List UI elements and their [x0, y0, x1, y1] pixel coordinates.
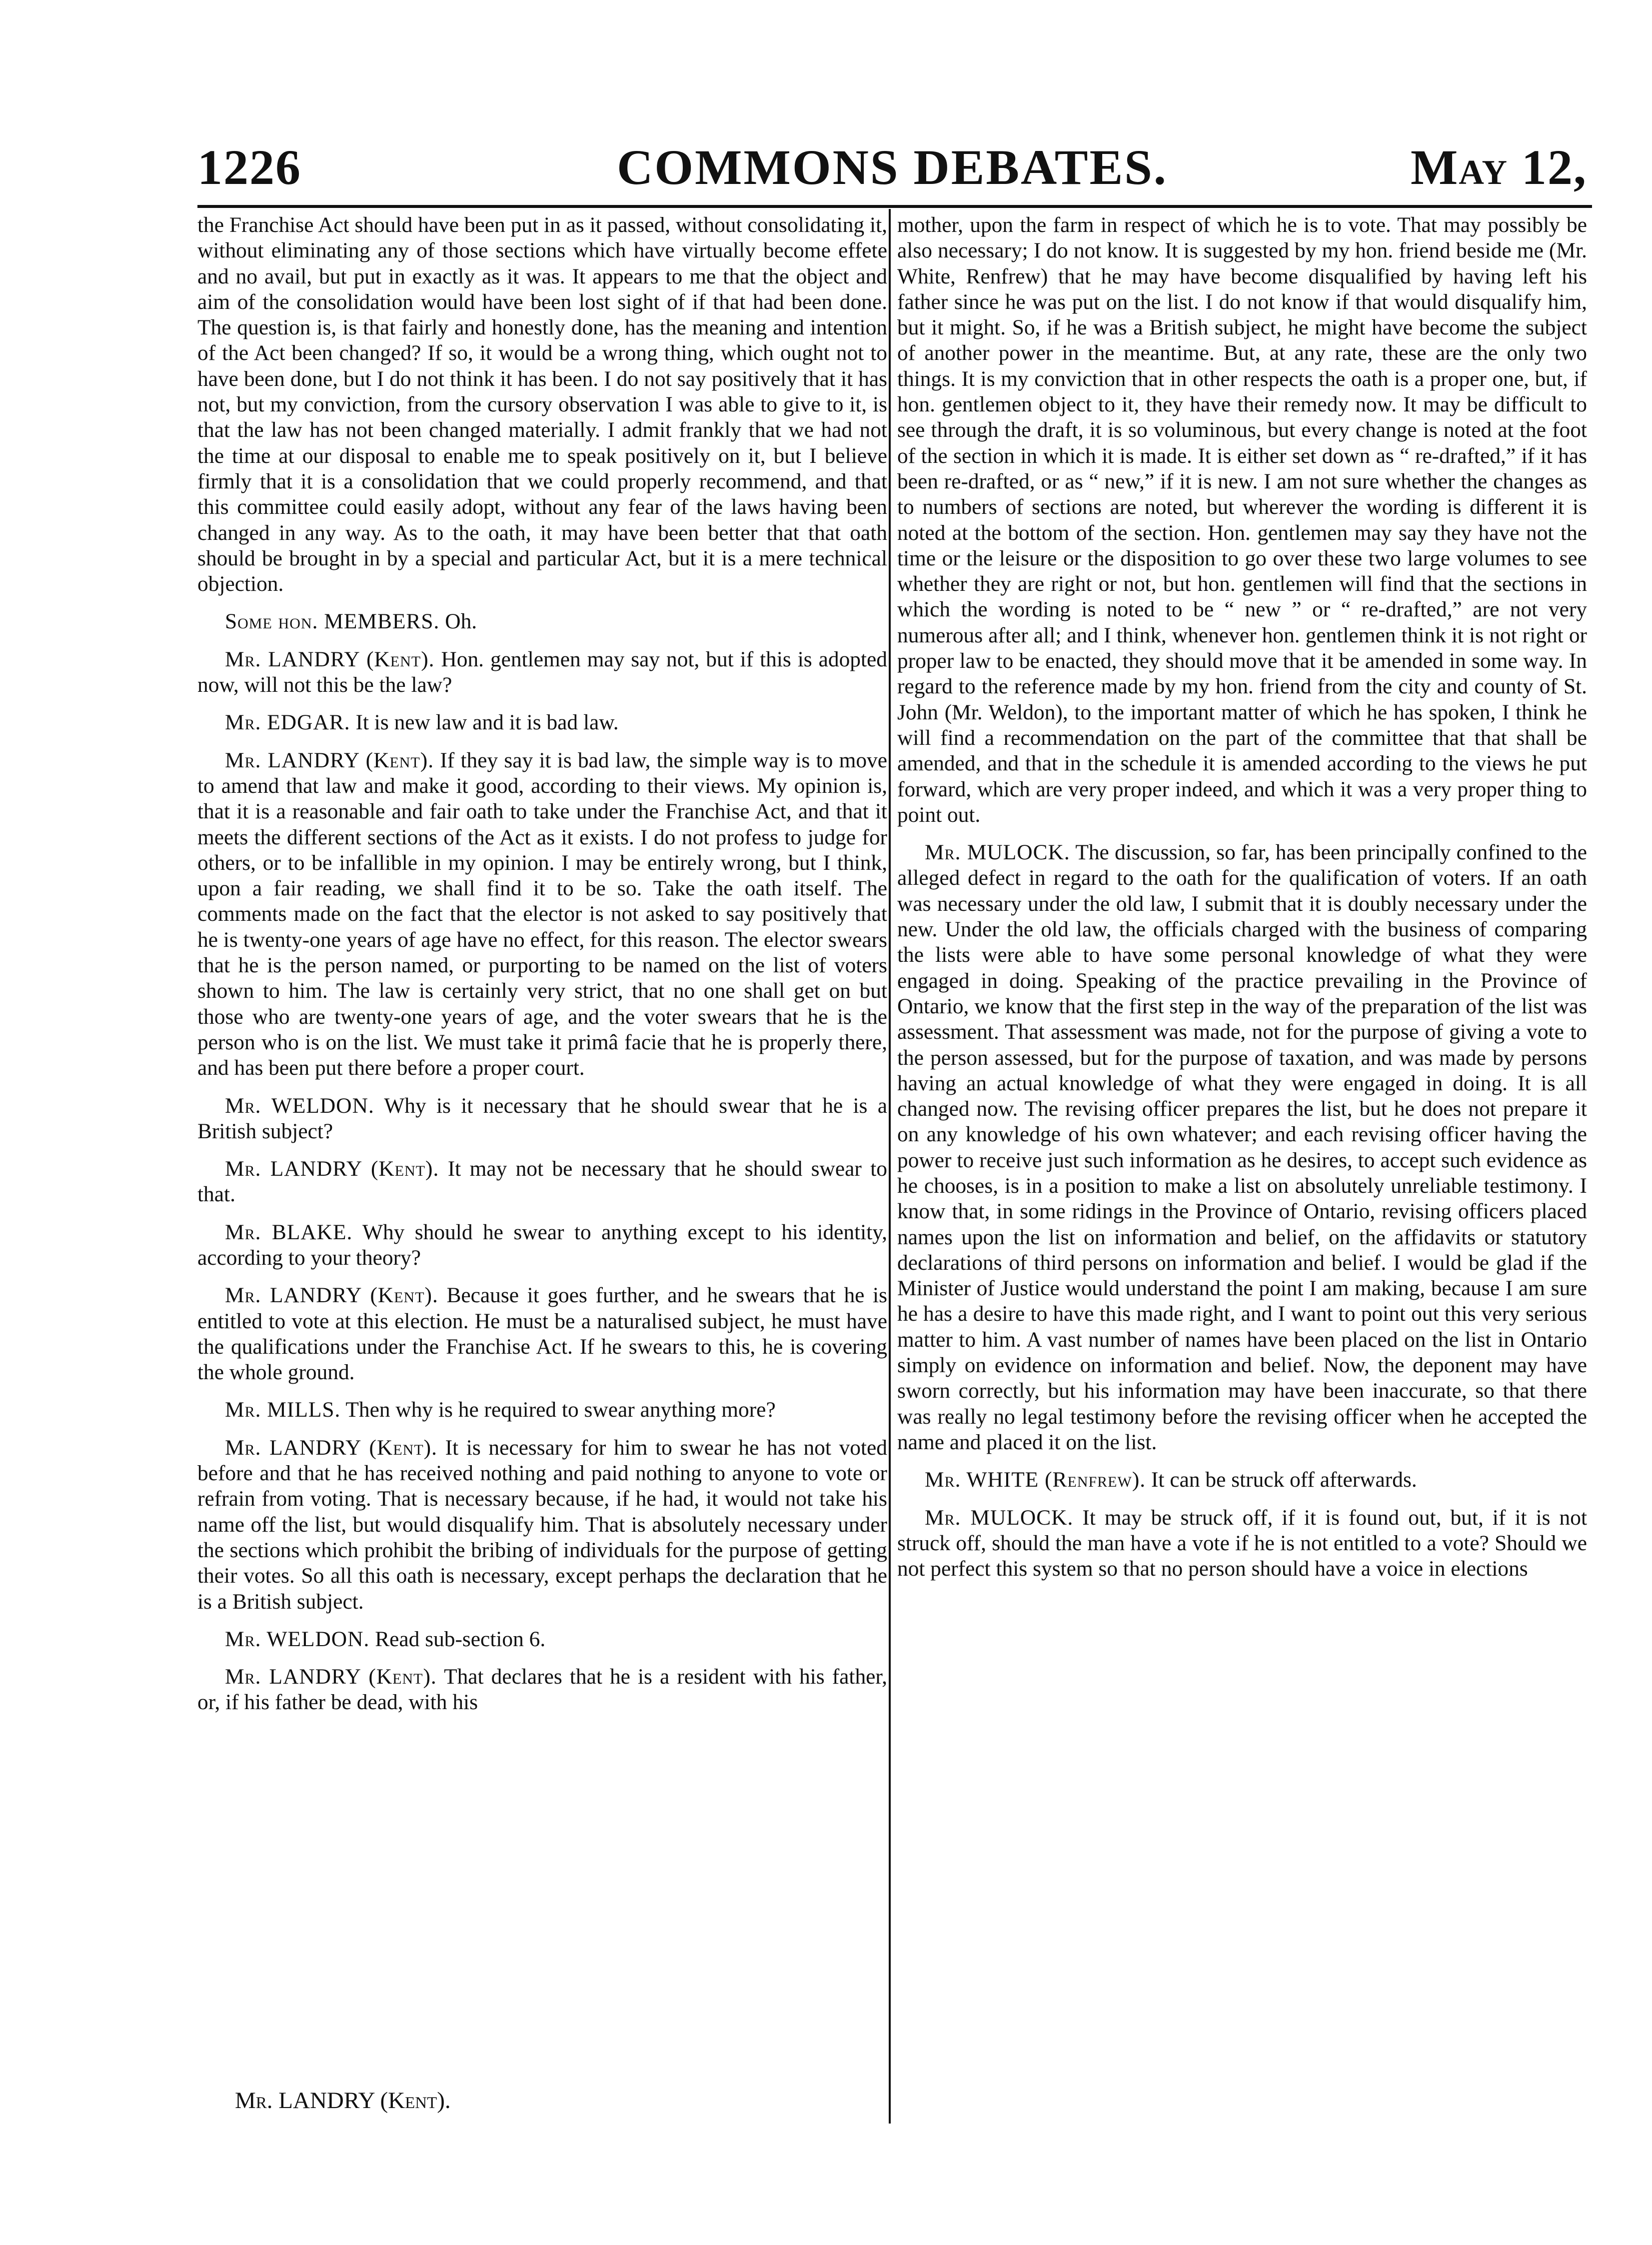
speech-paragraph — [197, 1156, 887, 1208]
speaker-name: Mr. LANDRY (Kent). — [225, 1665, 437, 1689]
speech-paragraph — [197, 647, 887, 698]
speech-paragraph — [197, 1397, 887, 1423]
speech-paragraph — [897, 1467, 1587, 1493]
speaker-name: Mr. LANDRY (Kent). — [225, 1283, 438, 1308]
speech-paragraph — [197, 710, 887, 735]
speech-paragraph — [197, 609, 887, 634]
speech-text: It is new law and it is bad law. — [355, 710, 619, 735]
footer-speaker-name: Mr. LANDRY (Kent). — [235, 2088, 451, 2114]
page-date: May 12, — [1410, 139, 1587, 195]
speaker-name: Mr. MILLS. — [225, 1398, 341, 1422]
speaker-name: Mr. MULOCK. — [925, 840, 1070, 865]
speaker-name: Mr. LANDRY (Kent). — [225, 1435, 437, 1460]
speaker-name: Some hon. MEMBERS. — [225, 609, 440, 634]
speech-paragraph — [897, 840, 1587, 1455]
column-divider — [889, 209, 891, 2124]
continued-paragraph — [897, 212, 1587, 828]
speaker-name: Mr. MULOCK. — [925, 1505, 1074, 1530]
speaker-name: Mr. WELDON. — [225, 1093, 374, 1118]
page-number: 1226 — [197, 139, 301, 195]
speech-text: It can be struck off afterwards. — [1151, 1468, 1417, 1492]
speech-text: It is necessary for him to swear he has not voted before and that he has received nothing and paid nothing to anyone to vote or refrain from voting. That is necessary because, if he had, it would not take his name off the list, but would disqualify him. That is absolutely necessary under the sections which prohibit the bribing of individuals for the purpose of getting their votes. So all this oath is necessary, except perhaps the declaration that he is a British subject. — [197, 1435, 887, 1614]
speaker-name: Mr. EDGAR. — [225, 710, 350, 735]
speech-text: If they say it is bad law, the simple way is to move to amend that law and make it good, according to their views. My opinion is, that it is a reasonable and fair oath to take under the Franchise Act, and that it meets the different sections of the Act as it exists. I do not profess to judge for others, or to be infallible in my opinion. I may be entirely wrong, but I think, upon a fair reading, we shall find it to be so. Take the oath itself. The comments made on the fact that the elector is not asked to say positively that he is twenty-one years of age have no effect, for this reason. The elector swears that he is the person named, or purporting to be named on the list of voters shown to him. The law is certainly very strict, that no one shall get on but those who are twenty-one years of age, and the voter swears that he is the person who is on the list. We must take it primâ facie that he is properly there, and has been put there before a proper court. — [197, 748, 887, 1080]
speech-paragraph — [197, 1093, 887, 1145]
speaker-name: Mr. WELDON. — [225, 1627, 370, 1651]
speech-text: Why should he swear to anything except to his identity, according to your theory? — [197, 1220, 887, 1270]
page-title: COMMONS DEBATES. — [617, 139, 1168, 195]
speech-paragraph — [197, 1283, 887, 1385]
speech-text: It may be struck off, if it is found out, but, if it is not struck off, should the man have a vote if he is not entitled to a vote? Should we not perfect this system so that no person should have a voice in elections — [897, 1505, 1587, 1581]
speech-text: mother, upon the farm in respect of which he is to vote. That may possibly be also necessary; I do not know. It is suggested by my hon. friend beside me (Mr. White, Renfrew) that he may have become disqualified by having left his father since he was put on the list. I do not know if that would disqualify him, but it might. So, if he was a British subject, he might have become the subject of another power in the meantime. But, at any rate, these are the only two things. It is my conviction that in other respects the oath is a proper one, but, if hon. gentlemen object to it, they have their remedy now. It may be difficult to see through the draft, it is so voluminous, but every change is noted at the foot of the section in which it is made. It is either set down as “ re-drafted,” if it has been re-drafted, or as “ new,” if it is new. I am not sure whether the changes as to numbers of sections are noted, but wherever the wording is different it is noted at the bottom of the section. Hon. gentlemen may say they have not the time or the leisure or the disposition to go over these two large volumes to see whether they are right or not, but hon. gentlemen will find that the sections in which the wording is noted to be “ new ” or “ re-drafted,” are not very numerous after all; and I think, whenever hon. gentlemen think it is not right or proper law to be enacted, they should move that it be amended in some way. In regard to the reference made by my hon. friend from the city and county of St. John (Mr. Weldon), to the important matter of which he has spoken, I think he will find a recommendation on the part of the committee that that shall be amended, and that in the schedule it is amended according to the views he put forward, which are very proper indeed, and which it was a very proper thing to point out. — [897, 213, 1587, 827]
speech-text: That declares that he is a resident with his father, or, if his father be dead, with his — [197, 1665, 887, 1715]
speaker-name: Mr. WHITE (Renfrew). — [925, 1468, 1146, 1492]
speech-paragraph — [197, 748, 887, 1081]
right-column — [897, 212, 1587, 2127]
speech-text: Why is it necessary that he should swear that he is a British subject? — [197, 1093, 887, 1143]
speech-text: It may not be necessary that he should swear to that. — [197, 1157, 887, 1207]
speech-paragraph — [197, 1664, 887, 1716]
speech-text: Oh. — [445, 609, 477, 634]
speech-paragraph — [897, 1505, 1587, 1582]
speech-text: The discussion, so far, has been principally confined to the alleged defect in regard to the oath for the qualification of voters. If an oath was necessary under the old law, I submit that it is doubly necessary under the new. Under the old law, the officials charged with the business of comparing the lists were able to have some personal knowledge of what they were engaged in doing. Speaking of the practice prevailing in the Province of Ontario, we know that the first step in the way of the preparation of the list was assessment. That assessment was made, not for the purpose of giving a vote to the person assessed, but for the purpose of taxation, and was made by persons having an actual knowledge of what they were engaged in doing. It is all changed now. The revising officer prepares the list, but he does not prepare it on any knowledge of his own whatever; and each revising officer having the power to receive just such information as he desires, to accept such evidence as he chooses, is in a position to make a list on absolutely unreliable testimony. I know that, in some ridings in the Province of Ontario, revising officers placed names upon the list on information and belief, on the affidavits or statutory declarations of third persons on information and belief. I would be glad if the Minister of Justice would understand the point I am making, because I am sure he has a desire to have this made right, and I want to point out this very serious matter to him. A vast number of names have been placed on the list in Ontario simply on evidence on information and belief. Now, the deponent may have sworn correctly, but his information may have been inaccurate, so that there was really no legal testimony before the revising officer when he accepted the name and placed it on the list. — [897, 840, 1587, 1454]
speaker-name: Mr. BLAKE. — [225, 1220, 353, 1244]
speaker-name: Mr. LANDRY (Kent). — [225, 647, 435, 671]
footer-speaker-line — [235, 2086, 451, 2116]
speech-text: the Franchise Act should have been put in as it passed, without consolidating it, without eliminating any of those sections which have virtually become effete and no avail, but put in exactly as it was. It appears to me that the object and aim of the consolidation would have been lost sight of if that had been done. The question is, is that fairly and honestly done, has the meaning and intention of the Act been changed? If so, it would be a wrong thing, which ought not to have been done, but I do not think it has been. I do not say positively that it has not, but my conviction, from the cursory observation I was able to give to it, is that the law has not been changed materially. I admit frankly that we had not the time at our disposal to enable me to speak positively on it, but I believe firmly that it is a consolidation that we could properly recommend, and that this committee could easily adopt, without any fear of the laws having been changed in any way. As to the oath, it may have been better that that oath should be brought in by a special and particular Act, but it is a mere technical objection. — [197, 213, 887, 596]
speaker-name: Mr. LANDRY (Kent). — [225, 1157, 439, 1181]
speech-text: Read sub-section 6. — [375, 1627, 546, 1651]
continued-paragraph — [197, 212, 887, 597]
header-rule — [197, 205, 1592, 208]
speaker-name: Mr. LANDRY (Kent). — [225, 748, 434, 772]
speech-text: Because it goes further, and he swears that he is entitled to vote at this election. He must be a naturalised subject, he must have the qualifications under the Franchise Act. If he swears to this, he is covering the whole ground. — [197, 1283, 887, 1385]
page-header — [197, 135, 1587, 200]
speech-text: Hon. gentlemen may say not, but if this is adopted now, will not this be the law? — [197, 647, 887, 697]
left-column — [197, 212, 887, 2127]
speech-text: Then why is he required to swear anything more? — [345, 1398, 776, 1422]
speech-paragraph — [197, 1220, 887, 1271]
speech-paragraph — [197, 1627, 887, 1652]
speech-paragraph — [197, 1435, 887, 1615]
